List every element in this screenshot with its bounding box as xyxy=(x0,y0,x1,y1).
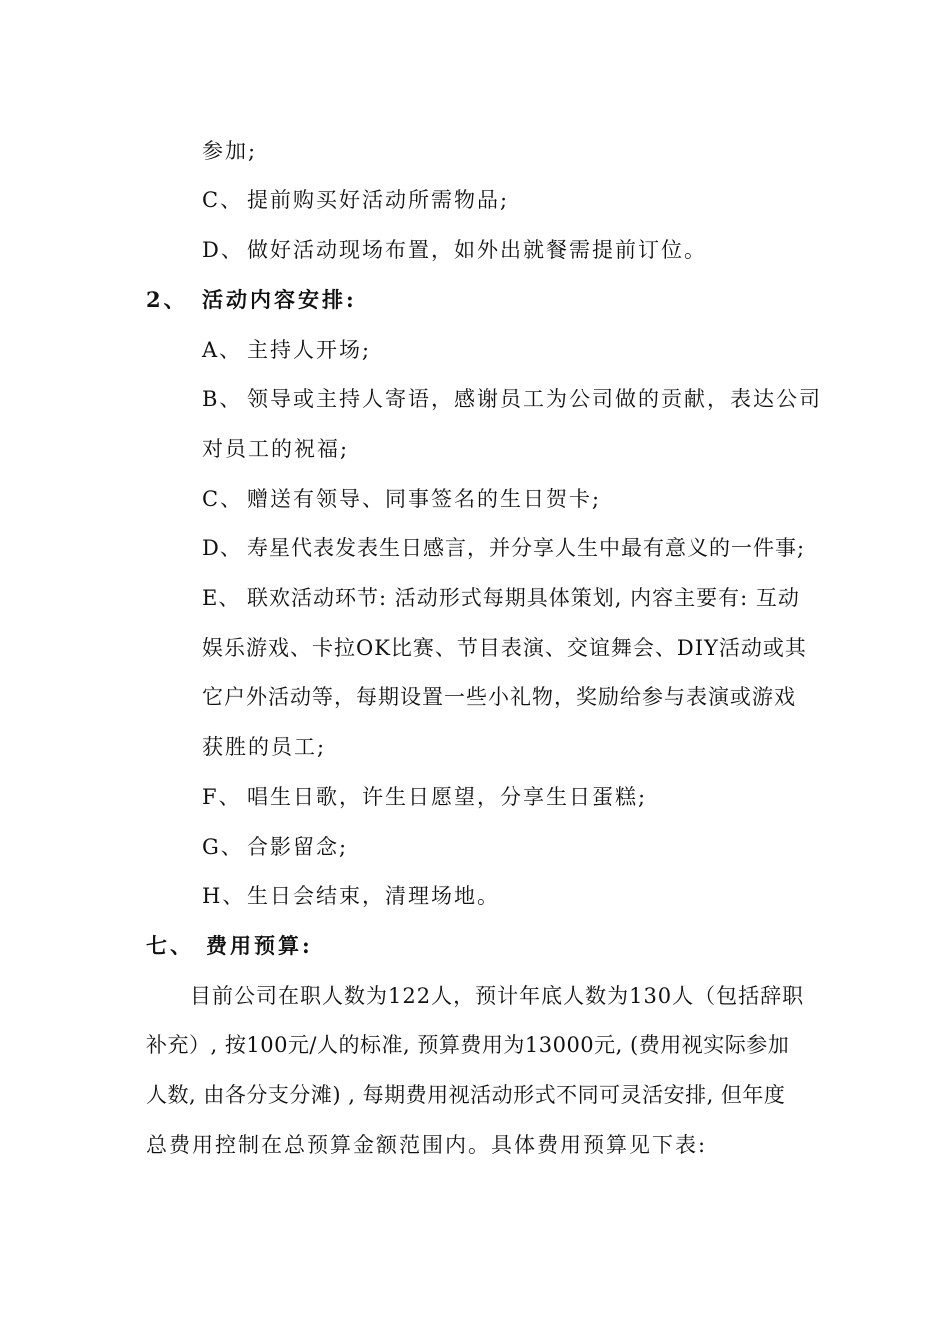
list-item-text: 娱乐游戏、卡拉OK比赛、节目表演、交谊舞会、DIY活动或其 xyxy=(202,636,807,660)
list-item-d-prep xyxy=(202,235,707,265)
budget-paragraph-line-1 xyxy=(190,981,804,1011)
budget-paragraph-line-2 xyxy=(146,1030,789,1060)
list-item-f xyxy=(202,782,647,812)
list-item-text: 合影留念; xyxy=(247,835,349,859)
list-item-text: 对员工的祝福; xyxy=(202,437,350,461)
list-item-text: 主持人开场; xyxy=(247,338,372,362)
line-text: 参加; xyxy=(202,139,258,163)
list-marker: B、 xyxy=(202,387,243,411)
list-item-h xyxy=(202,881,500,911)
list-item-e-continued-2 xyxy=(202,682,796,712)
list-marker: C、 xyxy=(202,487,244,511)
list-item-d xyxy=(202,533,805,563)
list-item-text: 生日会结束，清理场地。 xyxy=(247,884,500,908)
list-item-b xyxy=(202,384,822,414)
list-marker: D、 xyxy=(202,536,242,560)
list-item-e-continued-3 xyxy=(202,732,326,762)
list-item-text: 联欢活动环节: 活动形式每期具体策划, 内容主要有: 互动 xyxy=(247,586,800,610)
paragraph-text: 总费用控制在总预算金额范围内。具体费用预算见下表: xyxy=(146,1133,708,1157)
list-marker: F、 xyxy=(202,785,242,809)
list-item-text: 提前购买好活动所需物品; xyxy=(247,188,510,212)
paragraph-text: 目前公司在职人数为122人，预计年底人数为130人（包括辞职 xyxy=(190,984,805,1008)
list-item-c xyxy=(202,484,601,514)
list-item-text: 唱生日歌，许生日愿望，分享生日蛋糕; xyxy=(247,785,648,809)
section-number: 2、 xyxy=(146,287,188,312)
budget-paragraph-line-4 xyxy=(146,1130,707,1160)
list-item-c-prep xyxy=(202,185,509,215)
list-item-text: 赠送有领导、同事签名的生日贺卡; xyxy=(247,487,602,511)
paragraph-text: 人数, 由各分支分滩) , 每期费用视活动形式不同可灵活安排, 但年度 xyxy=(146,1083,786,1107)
section-title: 活动内容安排: xyxy=(202,287,357,312)
list-marker: G、 xyxy=(202,835,244,859)
list-item-text: 它户外活动等，每期设置一些小礼物，奖励给参与表演或游戏 xyxy=(202,685,796,709)
list-item-g xyxy=(202,832,348,862)
paragraph-text: 补充）, 按100元/人的标准, 预算费用为13000元, (费用视实际参加 xyxy=(146,1033,790,1057)
list-marker: E、 xyxy=(202,586,241,610)
list-marker: H、 xyxy=(202,884,246,908)
list-item-text: 寿星代表发表生日感言，并分享人生中最有意义的一件事; xyxy=(247,536,806,560)
list-item-text: 做好活动现场布置，如外出就餐需提前订位。 xyxy=(247,238,707,262)
list-item-e-continued-1 xyxy=(202,633,807,663)
list-item-text: 获胜的员工; xyxy=(202,735,327,759)
text-line-participate xyxy=(202,136,257,166)
list-item-text: 领导或主持人寄语，感谢员工为公司做的贡献，表达公司 xyxy=(247,387,822,411)
budget-paragraph-line-3 xyxy=(146,1080,785,1110)
list-item-b-continued xyxy=(202,434,349,464)
list-item-a xyxy=(202,335,371,365)
section-title: 费用预算: xyxy=(206,933,313,958)
list-marker: D、 xyxy=(202,238,244,262)
list-marker: A、 xyxy=(202,338,243,362)
list-marker: C、 xyxy=(202,188,244,212)
section-number: 七、 xyxy=(146,933,194,958)
list-item-e xyxy=(202,583,800,613)
